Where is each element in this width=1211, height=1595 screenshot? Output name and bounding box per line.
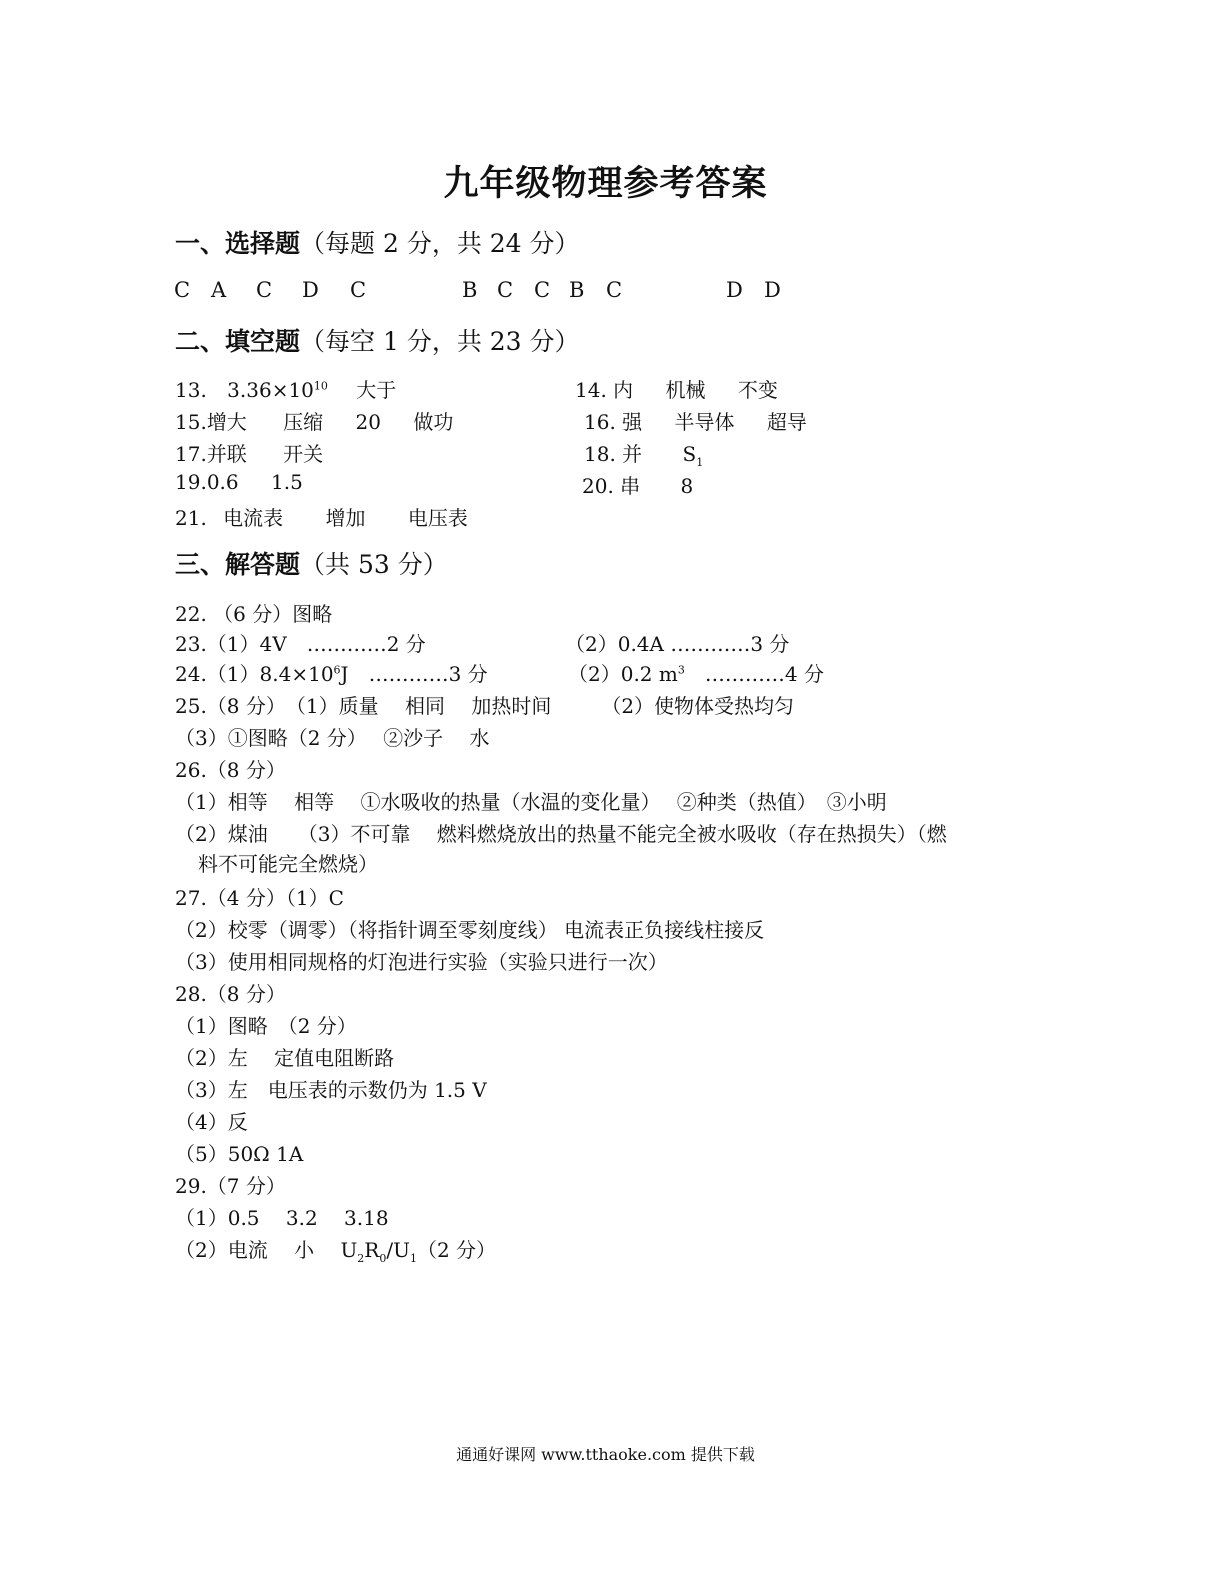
mc-answer: C	[174, 278, 191, 302]
q19	[175, 470, 303, 494]
q24-part2	[568, 658, 824, 687]
q24a-score: J …………3 分	[340, 662, 488, 686]
q15-c: 20	[355, 410, 381, 434]
q26-part2-cont: 料不可能完全燃烧）	[198, 852, 378, 876]
q16-label: 16.	[584, 410, 616, 434]
q21-c: 电压表	[407, 506, 468, 530]
q29-part2	[175, 1234, 496, 1265]
section-3-heading	[175, 545, 448, 581]
q28-part5: （5）50Ω 1A	[175, 1142, 304, 1166]
q16	[584, 406, 807, 435]
q18-b-sub: 1	[696, 456, 704, 469]
q24b-exponent: 3	[677, 663, 685, 677]
q23-part2: （2）0.4A …………3 分	[565, 632, 790, 656]
q29b-sub-1: 2	[357, 1252, 365, 1265]
mc-answer: B	[462, 278, 478, 302]
q27: 27.（4 分）（1）C	[175, 886, 344, 910]
q16-b: 半导体	[674, 410, 735, 434]
q13-value: 3.36×10	[227, 378, 314, 402]
q19-b: 1.5	[270, 470, 303, 494]
q15-label: 15.	[175, 410, 207, 434]
q17-a: 并联	[206, 442, 247, 466]
q24a-text: 24.（1）8.4×10	[175, 662, 334, 686]
mc-answer: C	[350, 278, 367, 302]
q13-label: 13.	[175, 378, 207, 402]
page-title: 九年级物理参考答案	[443, 164, 768, 204]
q28-part1: （1）图略 （2 分）	[175, 1014, 357, 1038]
q24b-score: …………4 分	[684, 662, 824, 686]
q29b-sub-2: 0	[379, 1252, 387, 1265]
q29b-text: （2）电流 小 U	[175, 1238, 358, 1262]
q28-part2: （2）左 定值电阻断路	[175, 1046, 395, 1070]
q21-b: 增加	[325, 506, 366, 530]
q21	[175, 502, 468, 531]
q26-part1: （1）相等 相等 ①水吸收的热量（水温的变化量） ②种类（热值） ③小明	[175, 790, 887, 814]
q20-label: 20.	[582, 474, 614, 498]
q24-part1	[175, 658, 488, 687]
q13-exponent: 10	[313, 379, 328, 393]
mc-answer: C	[497, 278, 514, 302]
q28-part3: （3）左 电压表的示数仍为 1.5 V	[175, 1078, 487, 1102]
q24b-text: （2）0.2 m	[568, 662, 678, 686]
q18	[584, 438, 703, 469]
q24a-exponent: 6	[333, 663, 341, 677]
q29-part1: （1）0.5 3.2 3.18	[175, 1206, 389, 1230]
q18-label: 18.	[584, 442, 616, 466]
q16-c: 超导	[766, 410, 807, 434]
mc-answer: D	[302, 278, 319, 302]
q29b-r: R	[364, 1238, 380, 1262]
q29b-sub-3: 1	[409, 1252, 417, 1265]
q17	[175, 438, 323, 467]
q14-b: 机械	[665, 378, 706, 402]
q20-b: 8	[680, 474, 694, 498]
q19-a: 0.6	[206, 470, 239, 494]
q25: 25.（8 分） （1）质量 相同 加热时间 （2）使物体受热均匀	[175, 694, 795, 718]
q15	[175, 406, 453, 435]
section-2-title: 二、填空题	[175, 327, 301, 356]
q14	[575, 374, 778, 403]
mc-answer: B	[569, 278, 585, 302]
q26-part2: （2）煤油 （3）不可靠 燃料燃烧放出的热量不能完全被水吸收（存在热损失）（燃	[175, 822, 947, 846]
q28: 28.（8 分）	[175, 982, 286, 1006]
mc-answer: D	[726, 278, 743, 302]
section-1-points: （每题 2 分，共 24 分）	[300, 229, 580, 258]
q13	[175, 374, 396, 403]
mc-answer: C	[606, 278, 623, 302]
q29b-score: （2 分）	[416, 1238, 497, 1262]
q15-d: 做功	[413, 410, 454, 434]
mc-answer: C	[534, 278, 551, 302]
section-1-heading	[175, 224, 580, 260]
q21-label: 21.	[175, 506, 207, 530]
q27-part3: （3）使用相同规格的灯泡进行实验（实验只进行一次）	[175, 950, 668, 974]
q29b-u: /U	[386, 1238, 410, 1262]
mc-answer: A	[211, 278, 227, 302]
q18-b: S	[682, 442, 697, 466]
q16-a: 强	[622, 410, 643, 434]
q15-b: 压缩	[283, 410, 324, 434]
q26: 26.（8 分）	[175, 758, 286, 782]
section-2-heading	[175, 322, 580, 358]
section-3-points: （共 53 分）	[300, 550, 448, 579]
q21-a: 电流表	[223, 506, 284, 530]
q14-c: 不变	[737, 378, 778, 402]
q29: 29.（7 分）	[175, 1174, 286, 1198]
q25-part3: （3）①图略（2 分） ②沙子 水	[175, 726, 490, 750]
q17-label: 17.	[175, 442, 207, 466]
mc-answer: D	[764, 278, 781, 302]
footer-source: 通通好课网 www.tthaoke.com 提供下载	[456, 1445, 755, 1464]
section-1-title: 一、选择题	[175, 229, 301, 258]
q27-part2: （2）校零（调零）（将指针调至零刻度线） 电流表正负接线柱接反	[175, 918, 765, 942]
q19-label: 19.	[175, 470, 207, 494]
q13-answer: 大于	[356, 378, 397, 402]
q22: 22. （6 分）图略	[175, 602, 333, 626]
q15-a: 增大	[206, 410, 247, 434]
q18-a: 并	[622, 442, 643, 466]
mc-answer: C	[256, 278, 273, 302]
q23-part1: 23.（1）4V …………2 分	[175, 632, 426, 656]
q14-label: 14.	[575, 378, 607, 402]
q20-a: 串	[620, 474, 641, 498]
section-3-title: 三、解答题	[175, 550, 301, 579]
section-2-points: （每空 1 分，共 23 分）	[300, 327, 580, 356]
q28-part4: （4）反	[175, 1110, 248, 1134]
q17-b: 开关	[283, 442, 324, 466]
q14-a: 内	[613, 378, 634, 402]
q20	[582, 470, 693, 499]
